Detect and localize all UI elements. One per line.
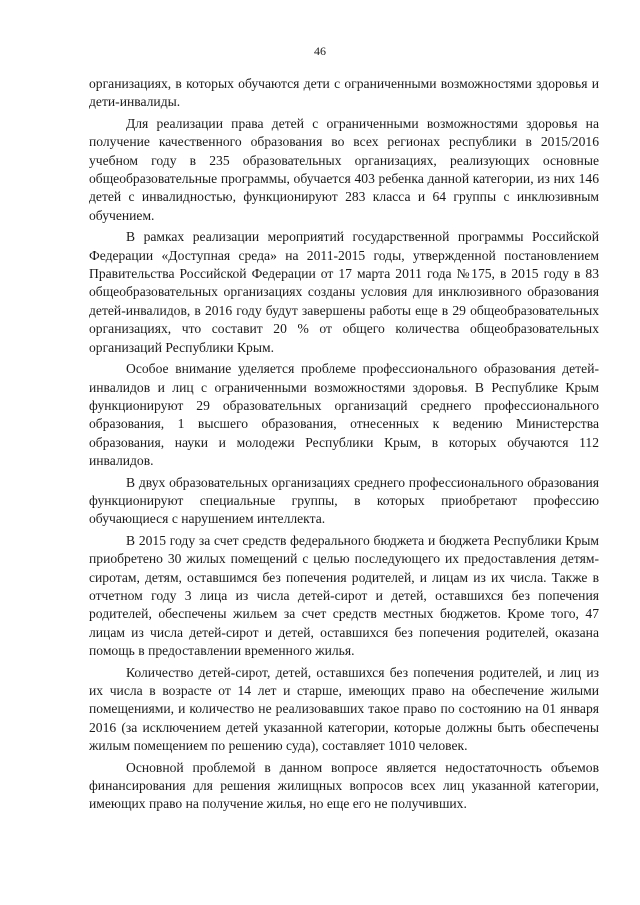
paragraph-professional-education: Особое внимание уделяется проблеме профессионального образования детей-инвалидов и лиц с ограниченными возможностями здоровья. В Республике Крым функционируют 29 образовательных организаций среднего профессионального образования, 1 высшего образования, отнесенных к ведению Министерства образования, науки и молодежи Республики Крым, в которых обучаются 112 инвалидов. (89, 361, 599, 469)
paragraph-orphans-count: Количество детей-сирот, детей, оставшихся без попечения родителей, и лиц из их числа в возрасте от 14 лет и старше, имеющих право на обеспечение жилыми помещениями, и количество не реализовавших такое право по состоянию на 01 января 2016 (за исключением детей указанной категории, которые должны быть обеспечены жилым помещением по решению суда), составляет 1010 человек. (89, 664, 599, 754)
page-number: 46 (314, 44, 326, 58)
paragraph-inclusive-education: Для реализации права детей с ограниченными возможностями здоровья на получение качественного образования во всех регионах республики в 2015/2016 учебном году в 235 образовательных организациях, реализующих основные общеобразовательные программы, обучается 403 ребенка данной категории, из них 146 детей с инвалидностью, функционируют 283 класса и 64 группы с инклюзивным обучением. (89, 115, 599, 223)
paragraph-main-problem: Основной проблемой в данном вопросе является недостаточность объемов финансирования для решения жилищных вопросов всех лиц указанной категории, имеющих право на получение жилья, но еще его не получивших. (89, 759, 599, 812)
paragraph-special-groups: В двух образовательных организациях среднего профессионального образования функционируют специальные группы, в которых приобретают профессию обучающиеся с нарушением интеллекта. (89, 474, 599, 527)
paragraph-continuation: организациях, в которых обучаются дети с ограниченными возможностями здоровья и дети-инвалиды. (89, 76, 599, 110)
body-text (89, 75, 599, 817)
paragraph-accessible-environment: В рамках реализации мероприятий государственной программы Российской Федерации «Доступная среда» на 2011-2015 годы, утвержденной постановлением Правительства Российской Федерации от 17 марта 2011 года №175, в 2015 году в 83 общеобразовательных организациях созданы условия для инклюзивного образования детей-инвалидов, в 2016 году будут завершены работы еще в 29 общеобразовательных организациях, что составит 20 % от общего количества общеобразовательных организаций Республики Крым. (89, 229, 599, 355)
paragraph-housing-purchased: В 2015 году за счет средств федерального бюджета и бюджета Республики Крым приобретено 30 жилых помещений с целью последующего их предоставления детям-сиротам, детям, оставшимся без попечения родителей, и лицам из их числа. Также в отчетном году 3 лица из числа детей-сирот и детей, оставшихся без попечения родителей, обеспечены жильем за счет средств местных бюджетов. Кроме того, 47 лицам из числа детей-сирот и детей, оставшихся без попечения родителей, оказана помощь в предоставлении временного жилья. (89, 532, 599, 659)
